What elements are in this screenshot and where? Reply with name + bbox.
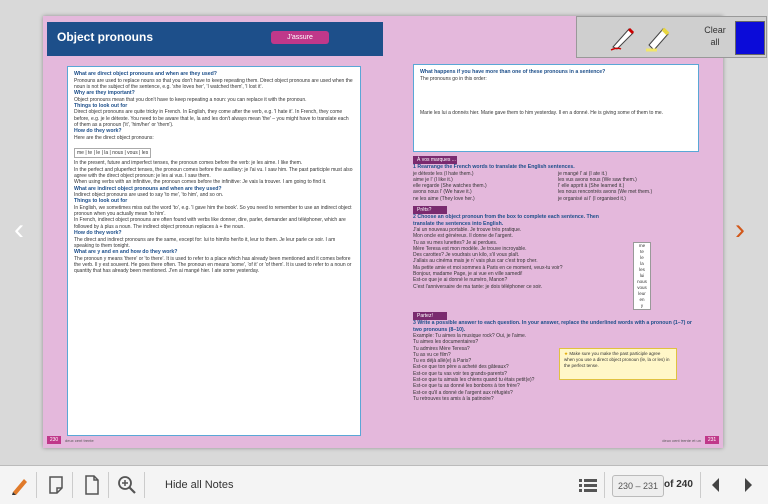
exercise-item: Tu aimes les documentaires? <box>413 339 479 346</box>
section-text: The direct and indirect pronouns are the same, except for: lui to him/to her/to it, leur to them. Je leur parle ce soir. I am speaking to them tonight. <box>74 236 336 249</box>
pronoun-order-box <box>413 64 699 152</box>
section-text: Direct object pronouns are quite tricky in French. In English, they come after the verb, e.g. 'I hate it'. In French, they come before, e.g. je le déteste. You need to be aware that le, la and les don't always mean 'the' – you might have to translate each of them as a pronoun ('it', 'him/her' or 'them'). <box>74 109 349 128</box>
page-title: Object pronouns <box>57 30 153 44</box>
exercise-item: C'est l'anniversaire de ma tante: je dois téléphoner ce soir. <box>413 283 543 290</box>
bottom-toolbar <box>0 465 768 504</box>
section-heading: Why are they important? <box>74 90 135 97</box>
list-icon[interactable] <box>578 474 598 496</box>
exercise-item: aime je l' (I like it.) <box>413 176 453 183</box>
exercise-item: les nous rencontrés avons (We met them.) <box>558 189 653 196</box>
exercise-item: je organisé ai l' (I organised it.) <box>558 195 626 202</box>
exercise-item: Tu admires Mère Teresa? <box>413 345 470 352</box>
exercise-item: Tu as vu ce film? <box>413 351 451 358</box>
exercise-item: Est-ce que tu vas voir tes grands-parents? <box>413 370 507 377</box>
box-heading: What happens if you have more than one of these pronouns in a sentence? <box>420 69 606 75</box>
zoom-in-icon[interactable] <box>117 474 137 496</box>
exercise-item: Mon oncle est généreux. Il donne de l'argent. <box>413 233 513 240</box>
exercise-item: J'ai un nouveau portable. Je trouve très pratique. <box>413 227 522 233</box>
exercise-item: Tu as vu mes lunettes? Je ai perdues. <box>413 239 498 246</box>
section-text: Here are the direct object pronouns: <box>74 134 154 141</box>
divider <box>604 472 605 498</box>
section-text: Indirect object pronouns are used to say 'to me', 'to him', and so on. <box>74 192 224 199</box>
exercise-item: je déteste les (I hate them.) <box>413 170 474 177</box>
divider <box>700 472 701 498</box>
exercise-item: Est-ce que tu as donné les bonbons à ton frère? <box>413 383 520 390</box>
right-page <box>383 16 723 448</box>
exercise-item: Est-ce que tu aimais les chiens quand tu étais petit(e)? <box>413 377 535 384</box>
exercise-item: Bonjour, madame Page, je ai vue en ville samedi! <box>413 271 523 278</box>
clear-all-button[interactable]: Clear all <box>704 25 726 47</box>
section-heading: How do they work? <box>74 230 122 237</box>
exercise-heading: 2 Choose an object pronoun from the box to complete each sentence. Then translate the sentences into English. <box>413 214 599 227</box>
pronoun-choice-box: me te le la les lui nous vous leur en y <box>633 242 651 310</box>
exercise-item: Example: Tu aimes la musique rock? Oui, je l'aime. <box>413 333 527 339</box>
left-page <box>43 16 383 448</box>
section-text: Object pronouns mean that you don't have to keep repeating a noun: you can replace it with the pronoun. <box>74 96 307 103</box>
bullet-text: In the present, future and imperfect tenses, the pronoun comes before the verb: je les aime. I like them. <box>74 160 303 167</box>
exercise-level-badge: Partez! <box>413 312 447 320</box>
pencil-icon[interactable] <box>10 474 30 496</box>
section-heading: Things to look out for <box>74 198 128 205</box>
page-footer: deux cent trente <box>65 438 94 443</box>
previous-page-icon[interactable]: ‹ <box>14 213 24 246</box>
exercise-item: Des carottes? Je voudrais un kilo, s'il vous plaît. <box>413 252 520 259</box>
section-text: Pronouns are used to replace nouns so that you don't have to keep repeating them. Direct object pronouns are used when the noun is not the subject of the sentence, e.g. 'she loves her', 'I watched them', 'I lost it'. <box>74 77 353 90</box>
exercise-item: les vus avons nous (We saw them.) <box>558 176 637 183</box>
exercise-item: Tu es déjà allé(e) à Paris? <box>413 358 472 365</box>
exercise-level-badge: Prêts? <box>413 206 447 214</box>
exercise-item: Ma petite amie et moi sommes à Paris en ce moment, veux-tu voir? <box>413 264 563 271</box>
pronoun-table: me | te | le | la | nous | vous | les <box>74 148 151 158</box>
exercise-1 <box>413 156 697 202</box>
exercise-item: Est-ce que je ai donné le numéro, Manon? <box>413 277 508 284</box>
exercise-level-badge: À vos marques ... <box>413 156 457 164</box>
divider <box>72 472 73 498</box>
page-number: 230 <box>47 436 61 444</box>
section-heading: Things to look out for <box>74 102 128 109</box>
page-number: 231 <box>705 436 719 444</box>
exercise-2 <box>413 206 697 308</box>
exercise-heading: 1 Rearrange the French words to translate the English sentences. <box>413 164 575 170</box>
pen-icon[interactable] <box>607 21 639 53</box>
exercise-item: elle regarde (She watches them.) <box>413 183 487 190</box>
exercise-item: J'allais au cinéma mais je n' vais plus car c'est trop cher. <box>413 258 538 265</box>
bullet-text: In French, indirect object pronouns are often found with verbs like donner, dire, parler, demander and téléphoner, which are followed by à plus a noun. The indirect object pronoun replaces à + the noun. <box>74 217 346 230</box>
divider <box>108 472 109 498</box>
exercise-item: l' elle apprit à (She learned it.) <box>558 183 625 190</box>
previous-page-button-icon[interactable] <box>706 474 726 496</box>
section-heading: How do they work? <box>74 128 122 135</box>
exercise-item: je mangé l' ai (I ate it.) <box>558 170 608 177</box>
section-heading: What are indirect object pronouns and when are they used? <box>74 185 222 192</box>
section-text: In English, we sometimes miss out the word 'to', e.g. 'I gave him the book'. So you need to remember to use an indirect object pronoun when you actually mean 'to him'. <box>74 204 352 218</box>
exercise-item: Mère Teresa est mon modèle. Je trouve incroyable. <box>413 245 527 252</box>
bullet-text: When using verbs with an infinitive, the pronoun comes before the infinitive: Je vais la trouver. I am going to find it. <box>74 179 327 186</box>
exercise-item: ne les aime (They love her.) <box>413 195 475 202</box>
book-spread <box>43 16 723 448</box>
section-text: The pronoun y means 'there' or 'to there'. It is used to refer to a place which has already been mentioned and it comes before the verb. Il y est souvent. He goes there often. The pronoun en means 'some', 'of it' or 'of them'. It is used to refer to a noun or quantity that has already been mentioned. J'en ai mangé hier. I ate some yesterday. <box>74 255 352 275</box>
next-page-button-icon[interactable] <box>738 474 758 496</box>
exercise-heading: 3 Write a possible answer to each question. In your answer, replace the underlined words with a pronoun (1–7) or two pronouns (8–10). <box>413 320 692 333</box>
section-heading: What are y and en and how do they work? <box>74 249 178 256</box>
box-text: The pronouns go in this order: <box>420 75 487 82</box>
exercise-item: Tu retrouves tes amis à la patinoire? <box>413 395 494 402</box>
page-icon[interactable] <box>82 474 102 496</box>
hide-all-notes-button[interactable]: Hide all Notes <box>165 479 234 491</box>
level-tag: J'assure <box>271 31 329 44</box>
section-heading: What are direct object pronouns and when are they used? <box>74 71 217 77</box>
total-pages: of 240 <box>664 479 693 490</box>
next-page-icon[interactable]: › <box>735 213 745 246</box>
exercise-item: Est-ce que ton père a acheté des gâteaux? <box>413 364 509 371</box>
highlighter-icon[interactable] <box>643 21 675 53</box>
divider <box>36 472 37 498</box>
color-swatch[interactable] <box>735 21 765 55</box>
bullet-text: In the perfect and pluperfect tenses, the pronoun comes before the auxiliary: je l'ai vu. I saw him. The past participle must also agree with the direct object pronoun: je les ai vus. I saw them. <box>74 166 353 179</box>
grammar-explanation-box <box>67 66 361 436</box>
note-icon[interactable] <box>46 474 66 496</box>
annotation-toolbar <box>576 16 767 58</box>
page-number-input[interactable]: 230 – 231 <box>612 475 664 497</box>
page-footer: deux cent trente et un <box>662 438 701 443</box>
divider <box>144 472 145 498</box>
exercise-item: Est-ce qu'il a donné de l'argent aux réfugiés? <box>413 389 513 396</box>
box-example: Marie les lui a donnés hier. Marie gave them to him yesterday. Il en a donné. He is giving some of them to me. <box>420 109 664 116</box>
exercise-item: avons nous l' (We have it.) <box>413 189 472 196</box>
star-icon: ★ <box>564 351 569 356</box>
tip-note: ★ Make sure you make the past participle agree when you use a direct object pronoun (le, la or les) in the perfect tense. <box>559 348 677 380</box>
